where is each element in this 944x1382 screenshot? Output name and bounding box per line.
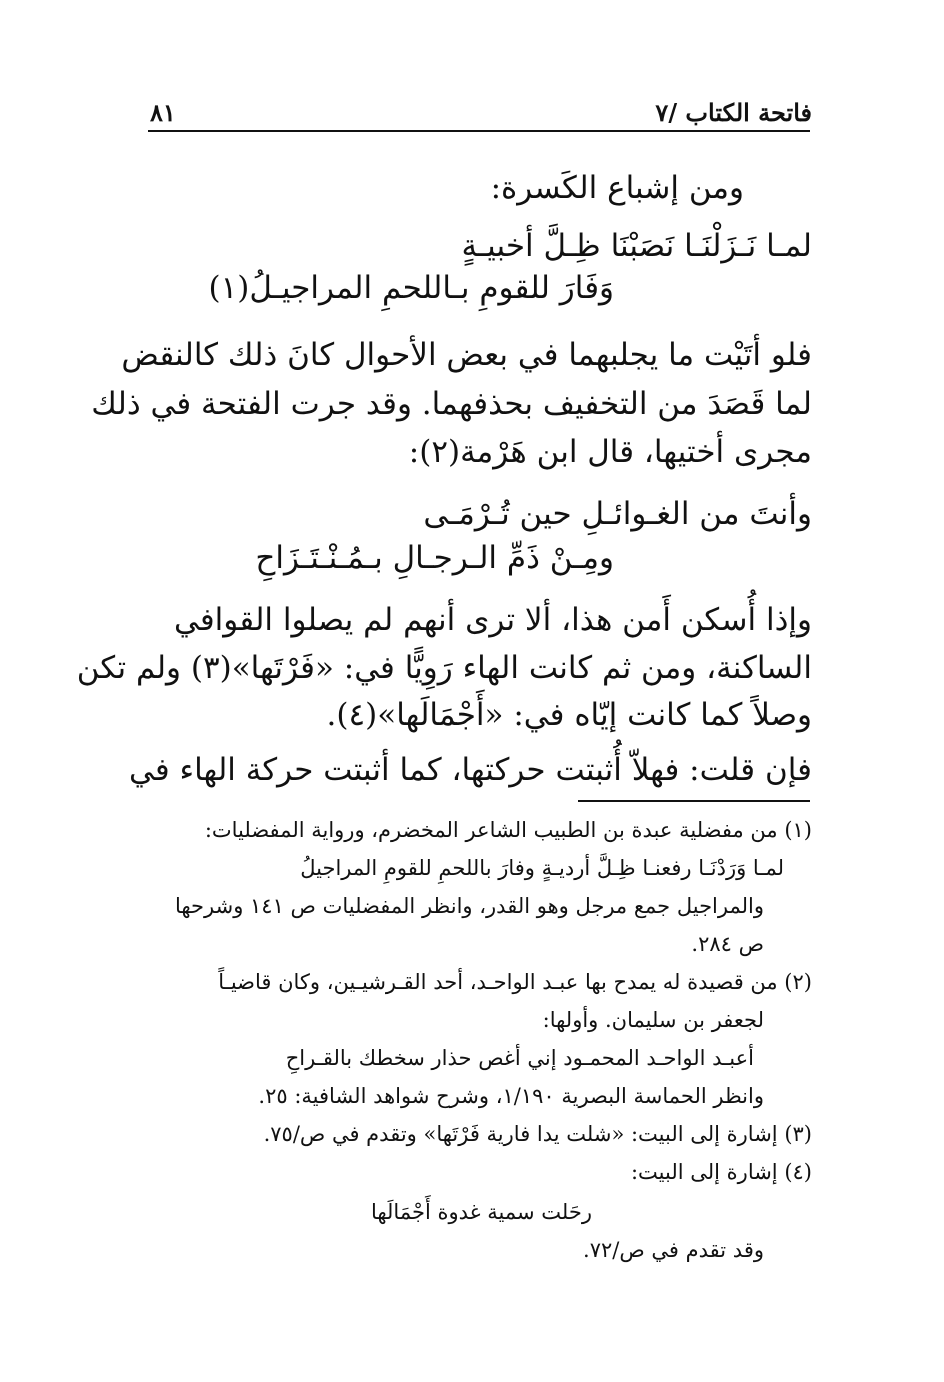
- footnote-1-line-2: والمراجيل جمع مرجل وهو القدر، وانظر المفضليات ص ١٤١ وشرحها: [174, 894, 764, 918]
- verse-line-1: لمـا نَـزَلْنَـا نَصَبْنَا ظِـلَّ أخبيـةٍ: [461, 228, 812, 264]
- footnote-2: (٢) من قصيدة له يمدح بها عبـد الواحـد، أحد القـرشيـين، وكان قاضيـاً: [218, 970, 812, 994]
- body-line-7: وصلاً كما كانت إيّاه في: «أَجْمَالَها»(٤).: [326, 697, 812, 733]
- page-number: ٨١: [150, 98, 176, 127]
- footnote-1-line-3: ص ٢٨٤.: [691, 932, 764, 956]
- footnote-1: (١) من مفضلية عبدة بن الطبيب الشاعر المخضرم، ورواية المفضليات:: [204, 818, 812, 842]
- verse-line-4: ومِـنْ ذَمِّ الـرجـالِ بـمُـنْـتَـزَاحِ: [255, 540, 614, 576]
- footnote-4: (٤) إشارة إلى البيت:: [630, 1160, 812, 1184]
- footnote-4-line-2: وقد تقدم في ص/٧٢.: [583, 1238, 764, 1262]
- body-line-4: مجرى أختيها، قال ابن هَرْمة(٢):: [408, 434, 812, 470]
- body-line-1: ومن إشباع الكَسرة:: [490, 170, 744, 206]
- body-line-8: فإن قلت: فهلاّ أُثبتت حركتها، كما أثبتت حركة الهاء في: [129, 752, 812, 788]
- body-line-2: فلو أتَيْت ما يجلبهما في بعض الأحوال كانَ ذلك كالنقض: [121, 337, 812, 373]
- header-rule: [148, 130, 810, 132]
- body-line-6: الساكنة، ومن ثم كانت الهاء رَوِيًّا في: «فَرْتَها»(٣) ولم تكن: [76, 650, 812, 686]
- footnote-2-verse: أعبـد الواحـد المحمـود إني أغص حذار سخطك بالقـراحِ: [285, 1046, 754, 1070]
- footnote-2-line-3: وانظر الحماسة البصرية ١/١٩٠، وشرح شواهد الشافية: ٢٥.: [258, 1084, 764, 1108]
- footnote-1-verse: لمـا وَرَدْنَـا رفعنـا ظِـلَّ أرديـةٍ وفارَ باللحمِ للقومِ المراجيلُ: [300, 856, 784, 880]
- body-line-5: وإذا أُسكن أَمن هذا، ألا ترى أنهم لم يصلوا القوافي: [174, 602, 812, 638]
- verse-line-2: وَفَارَ للقومِ بـاللحمِ المراجيـلُ(١): [208, 270, 614, 306]
- footnote-4-verse: رحَلت سمية غدوة أَجْمَالَها: [370, 1200, 592, 1224]
- footnote-3: (٣) إشارة إلى البيت: «شلت يدا فارية فَرْتَها» وتقدم في ص/٧٥.: [263, 1122, 812, 1146]
- running-header-title: فاتحة الكتاب /٧: [655, 98, 812, 127]
- footnote-2-line-2: لجعفر بن سليمان. وأولها:: [542, 1008, 764, 1032]
- verse-line-3: وأنتَ من الغـوائـلِ حين تُـرْمَـى: [423, 496, 812, 532]
- body-line-3: لما قَصَدَ من التخفيف بحذفهما. وقد جرت الفتحة في ذلك: [91, 386, 812, 422]
- footnote-rule: [578, 800, 810, 802]
